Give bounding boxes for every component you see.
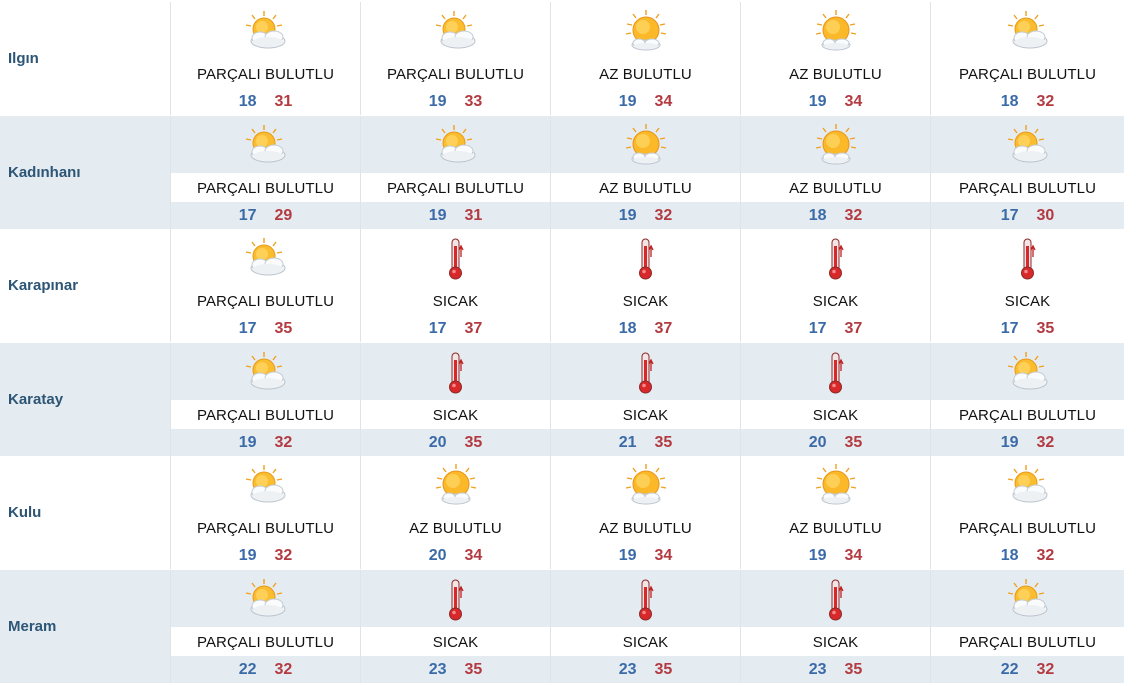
city-cell bbox=[0, 343, 171, 456]
forecast-day-cell bbox=[551, 2, 741, 115]
weather-description: PARÇALI BULUTLU bbox=[958, 179, 1097, 197]
weather-description: SICAK bbox=[1004, 293, 1051, 310]
max-temperature: 32 bbox=[1036, 433, 1055, 451]
max-temperature: 32 bbox=[1036, 547, 1055, 564]
max-temperature: 29 bbox=[274, 206, 293, 224]
forecast-day-cell bbox=[931, 456, 1124, 569]
min-temperature: 23 bbox=[808, 660, 827, 678]
forecast-day-cell bbox=[171, 343, 361, 456]
min-temperature: 19 bbox=[808, 93, 827, 110]
partly-cloudy-icon bbox=[1006, 464, 1050, 508]
weather-description: SICAK bbox=[432, 293, 479, 310]
forecast-day-cell bbox=[171, 116, 361, 229]
weather-description: PARÇALI BULUTLU bbox=[958, 633, 1097, 651]
partly-cloudy-icon bbox=[244, 124, 288, 168]
weather-description: PARÇALI BULUTLU bbox=[196, 66, 335, 83]
city-cell bbox=[0, 229, 171, 342]
max-temperature: 34 bbox=[464, 547, 483, 564]
thermometer-hot-icon bbox=[434, 578, 478, 622]
max-temperature: 35 bbox=[464, 660, 483, 678]
max-temperature: 35 bbox=[654, 433, 673, 451]
max-temperature: 31 bbox=[464, 206, 483, 224]
forecast-day-cell bbox=[741, 343, 931, 456]
weather-description: PARÇALI BULUTLU bbox=[196, 406, 335, 424]
weather-description: SICAK bbox=[622, 293, 669, 310]
partly-cloudy-icon bbox=[244, 237, 288, 281]
min-temperature: 20 bbox=[428, 433, 447, 451]
weather-description: AZ BULUTLU bbox=[599, 520, 692, 537]
min-temperature: 18 bbox=[808, 206, 827, 224]
thermometer-hot-icon bbox=[624, 351, 668, 395]
min-temperature: 17 bbox=[428, 320, 447, 337]
max-temperature: 33 bbox=[464, 93, 483, 110]
min-temperature: 20 bbox=[808, 433, 827, 451]
min-temperature: 18 bbox=[1000, 547, 1019, 564]
weather-description: PARÇALI BULUTLU bbox=[958, 520, 1097, 537]
city-name[interactable]: Karapınar bbox=[8, 277, 79, 294]
weather-description: SICAK bbox=[622, 406, 669, 424]
partly-cloudy-icon bbox=[1006, 124, 1050, 168]
forecast-day-cell bbox=[551, 229, 741, 342]
min-temperature: 19 bbox=[428, 93, 447, 110]
max-temperature: 32 bbox=[1036, 93, 1055, 110]
weather-description: AZ BULUTLU bbox=[599, 66, 692, 83]
partly-cloudy-icon bbox=[244, 578, 288, 622]
forecast-day-cell bbox=[361, 116, 551, 229]
max-temperature: 32 bbox=[844, 206, 863, 224]
city-name[interactable]: Karatay bbox=[8, 390, 64, 408]
forecast-day-cell bbox=[171, 570, 361, 683]
max-temperature: 35 bbox=[274, 320, 293, 337]
partly-cloudy-icon bbox=[244, 351, 288, 395]
forecast-day-cell bbox=[551, 116, 741, 229]
city-cell bbox=[0, 2, 171, 115]
max-temperature: 37 bbox=[654, 320, 673, 337]
min-temperature: 22 bbox=[1000, 660, 1019, 678]
forecast-day-cell bbox=[741, 229, 931, 342]
max-temperature: 30 bbox=[1036, 206, 1055, 224]
forecast-row bbox=[0, 229, 1126, 342]
weather-description: SICAK bbox=[812, 406, 859, 424]
min-temperature: 17 bbox=[808, 320, 827, 337]
min-temperature: 22 bbox=[238, 660, 257, 678]
city-name[interactable]: Kulu bbox=[8, 504, 42, 521]
forecast-day-cell bbox=[741, 116, 931, 229]
min-temperature: 19 bbox=[618, 93, 637, 110]
weather-description: AZ BULUTLU bbox=[789, 520, 882, 537]
forecast-row bbox=[0, 116, 1126, 229]
mostly-sunny-icon bbox=[814, 124, 858, 168]
max-temperature: 37 bbox=[464, 320, 483, 337]
min-temperature: 19 bbox=[428, 206, 447, 224]
min-temperature: 17 bbox=[238, 206, 257, 224]
max-temperature: 35 bbox=[844, 660, 863, 678]
forecast-day-cell bbox=[361, 456, 551, 569]
forecast-day-cell bbox=[171, 2, 361, 115]
weather-description: AZ BULUTLU bbox=[789, 179, 882, 197]
partly-cloudy-icon bbox=[244, 464, 288, 508]
city-cell bbox=[0, 456, 171, 569]
city-cell bbox=[0, 570, 171, 683]
max-temperature: 32 bbox=[274, 433, 293, 451]
max-temperature: 35 bbox=[844, 433, 863, 451]
min-temperature: 23 bbox=[618, 660, 637, 678]
mostly-sunny-icon bbox=[624, 464, 668, 508]
forecast-day-cell bbox=[171, 229, 361, 342]
min-temperature: 21 bbox=[618, 433, 637, 451]
thermometer-hot-icon bbox=[1006, 237, 1050, 281]
city-name[interactable]: Ilgın bbox=[8, 50, 39, 67]
weather-description: PARÇALI BULUTLU bbox=[196, 633, 335, 651]
max-temperature: 32 bbox=[274, 547, 293, 564]
weather-description: PARÇALI BULUTLU bbox=[196, 520, 335, 537]
forecast-day-cell bbox=[741, 2, 931, 115]
mostly-sunny-icon bbox=[624, 10, 668, 54]
thermometer-hot-icon bbox=[624, 578, 668, 622]
partly-cloudy-icon bbox=[1006, 578, 1050, 622]
mostly-sunny-icon bbox=[624, 124, 668, 168]
forecast-row bbox=[0, 570, 1126, 683]
min-temperature: 17 bbox=[1000, 206, 1019, 224]
partly-cloudy-icon bbox=[1006, 351, 1050, 395]
forecast-day-cell bbox=[361, 229, 551, 342]
mostly-sunny-icon bbox=[434, 464, 478, 508]
mostly-sunny-icon bbox=[814, 464, 858, 508]
min-temperature: 17 bbox=[238, 320, 257, 337]
forecast-day-cell bbox=[741, 570, 931, 683]
min-temperature: 19 bbox=[618, 547, 637, 564]
thermometer-hot-icon bbox=[434, 351, 478, 395]
thermometer-hot-icon bbox=[624, 237, 668, 281]
forecast-day-cell bbox=[741, 456, 931, 569]
max-temperature: 31 bbox=[274, 93, 293, 110]
min-temperature: 23 bbox=[428, 660, 447, 678]
thermometer-hot-icon bbox=[814, 237, 858, 281]
forecast-day-cell bbox=[931, 570, 1124, 683]
weather-description: AZ BULUTLU bbox=[409, 520, 502, 537]
weather-description: SICAK bbox=[812, 633, 859, 651]
weather-description: PARÇALI BULUTLU bbox=[958, 406, 1097, 424]
forecast-row bbox=[0, 2, 1126, 115]
partly-cloudy-icon bbox=[1006, 10, 1050, 54]
weather-description: PARÇALI BULUTLU bbox=[958, 66, 1097, 83]
forecast-day-cell bbox=[551, 570, 741, 683]
min-temperature: 18 bbox=[618, 320, 637, 337]
min-temperature: 18 bbox=[238, 93, 257, 110]
max-temperature: 32 bbox=[654, 206, 673, 224]
city-name[interactable]: Kadınhanı bbox=[8, 163, 81, 181]
weather-description: SICAK bbox=[432, 633, 479, 651]
max-temperature: 34 bbox=[844, 547, 863, 564]
thermometer-hot-icon bbox=[814, 578, 858, 622]
forecast-row bbox=[0, 456, 1126, 569]
forecast-day-cell bbox=[361, 2, 551, 115]
min-temperature: 19 bbox=[808, 547, 827, 564]
forecast-day-cell bbox=[361, 570, 551, 683]
partly-cloudy-icon bbox=[244, 10, 288, 54]
max-temperature: 34 bbox=[844, 93, 863, 110]
weather-description: PARÇALI BULUTLU bbox=[386, 179, 525, 197]
weather-description: AZ BULUTLU bbox=[789, 66, 882, 83]
max-temperature: 37 bbox=[844, 320, 863, 337]
weather-description: PARÇALI BULUTLU bbox=[196, 179, 335, 197]
weather-description: SICAK bbox=[432, 406, 479, 424]
min-temperature: 18 bbox=[1000, 93, 1019, 110]
forecast-day-cell bbox=[551, 456, 741, 569]
weather-description: SICAK bbox=[622, 633, 669, 651]
min-temperature: 19 bbox=[618, 206, 637, 224]
weather-description: PARÇALI BULUTLU bbox=[386, 66, 525, 83]
max-temperature: 35 bbox=[1036, 320, 1055, 337]
weather-description: AZ BULUTLU bbox=[599, 179, 692, 197]
forecast-day-cell bbox=[551, 343, 741, 456]
forecast-day-cell bbox=[171, 456, 361, 569]
forecast-day-cell bbox=[931, 343, 1124, 456]
forecast-day-cell bbox=[931, 2, 1124, 115]
partly-cloudy-icon bbox=[434, 10, 478, 54]
max-temperature: 35 bbox=[654, 660, 673, 678]
forecast-row bbox=[0, 343, 1126, 456]
mostly-sunny-icon bbox=[814, 10, 858, 54]
partly-cloudy-icon bbox=[434, 124, 478, 168]
thermometer-hot-icon bbox=[434, 237, 478, 281]
min-temperature: 19 bbox=[238, 433, 257, 451]
max-temperature: 32 bbox=[1036, 660, 1055, 678]
min-temperature: 19 bbox=[1000, 433, 1019, 451]
weather-description: PARÇALI BULUTLU bbox=[196, 293, 335, 310]
min-temperature: 19 bbox=[238, 547, 257, 564]
city-cell bbox=[0, 116, 171, 229]
max-temperature: 35 bbox=[464, 433, 483, 451]
forecast-day-cell bbox=[931, 229, 1124, 342]
city-name[interactable]: Meram bbox=[8, 617, 57, 635]
thermometer-hot-icon bbox=[814, 351, 858, 395]
weather-description: SICAK bbox=[812, 293, 859, 310]
max-temperature: 34 bbox=[654, 93, 673, 110]
forecast-day-cell bbox=[931, 116, 1124, 229]
min-temperature: 20 bbox=[428, 547, 447, 564]
min-temperature: 17 bbox=[1000, 320, 1019, 337]
max-temperature: 32 bbox=[274, 660, 293, 678]
max-temperature: 34 bbox=[654, 547, 673, 564]
forecast-day-cell bbox=[361, 343, 551, 456]
